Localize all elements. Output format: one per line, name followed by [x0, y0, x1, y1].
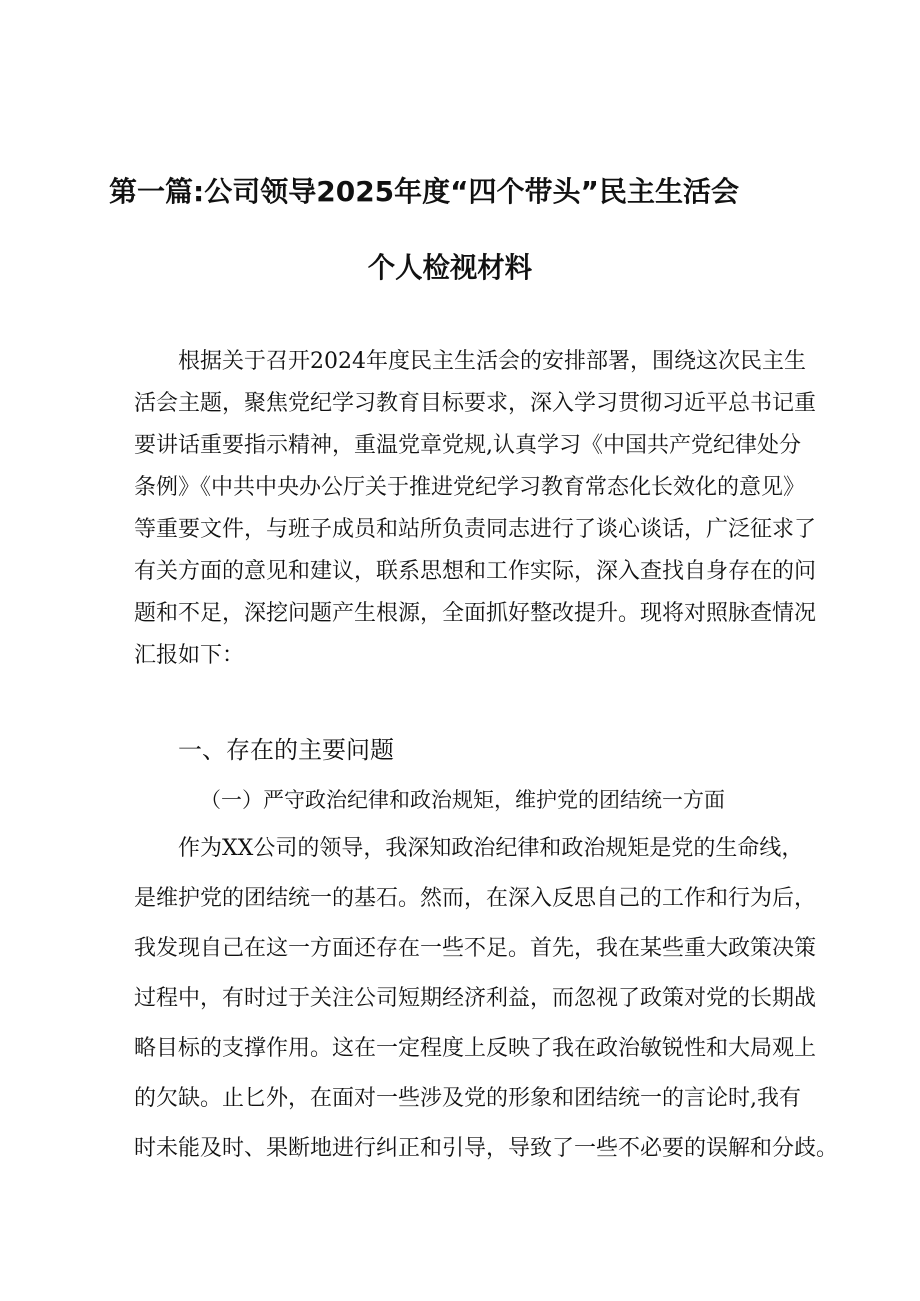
paragraph-line: 时未能及时、果断地进行纠正和引导，导致了一些不必要的误解和分歧。 [134, 1136, 839, 1161]
paragraph-line: 的欠缺。止匕外，在面对一些涉及党的形象和团结统一的言论时,我有 [134, 1086, 801, 1111]
paragraph-line: 过程中，有时过于关注公司短期经济利益，而忽视了政策对党的长期战 [134, 986, 817, 1011]
paragraph-line: 活会主题，聚焦党纪学习教育目标要求，深入学习贯彻习近平总书记重 [134, 391, 817, 416]
paragraph-line: 是维护党的团结统一的基石。然而，在深入反思自己的工作和行为后， [134, 886, 817, 911]
paragraph-line: 我发现自己在这一方面还存在一些不足。首先，我在某些重大政策决策 [134, 936, 817, 961]
paragraph-line: 要讲话重要指示精神，重温党章党规,认真学习《中国共产党纪律处分 [134, 433, 801, 458]
paragraph-line: 根据关于召开2024年度民主生活会的安排部署，围绕这次民主生 [178, 349, 806, 374]
paragraph-line: 题和不足，深挖问题产生根源，全面抓好整改提升。现将对照脉查情况 [134, 601, 817, 626]
document-title-line-1: 第一篇:公司领导2025年度“四个带头”民主生活会 [109, 175, 739, 208]
paragraph-line: 作为XX公司的领导，我深知政治纪律和政治规矩是党的生命线， [178, 836, 804, 861]
paragraph-line: 有关方面的意见和建议，联系思想和工作实际，深入查找自身存在的问 [134, 559, 817, 584]
document-title-line-2: 个人检视材料 [367, 251, 533, 284]
subsection-heading: （一）严守政治纪律和政治规矩，维护党的团结统一方面 [200, 788, 725, 812]
paragraph-line: 等重要文件，与班子成员和站所负责同志进行了谈心谈话，广泛征求了 [134, 517, 817, 542]
paragraph-line: 汇报如下： [134, 643, 245, 668]
paragraph-line: 略目标的支撑作用。这在一定程度上反映了我在政治敏锐性和大局观上 [134, 1036, 817, 1061]
paragraph-line: 条例》《中共中央办公厅关于推进党纪学习教育常态化长效化的意见》 [134, 475, 806, 500]
section-heading: 一、存在的主要问题 [178, 736, 394, 764]
